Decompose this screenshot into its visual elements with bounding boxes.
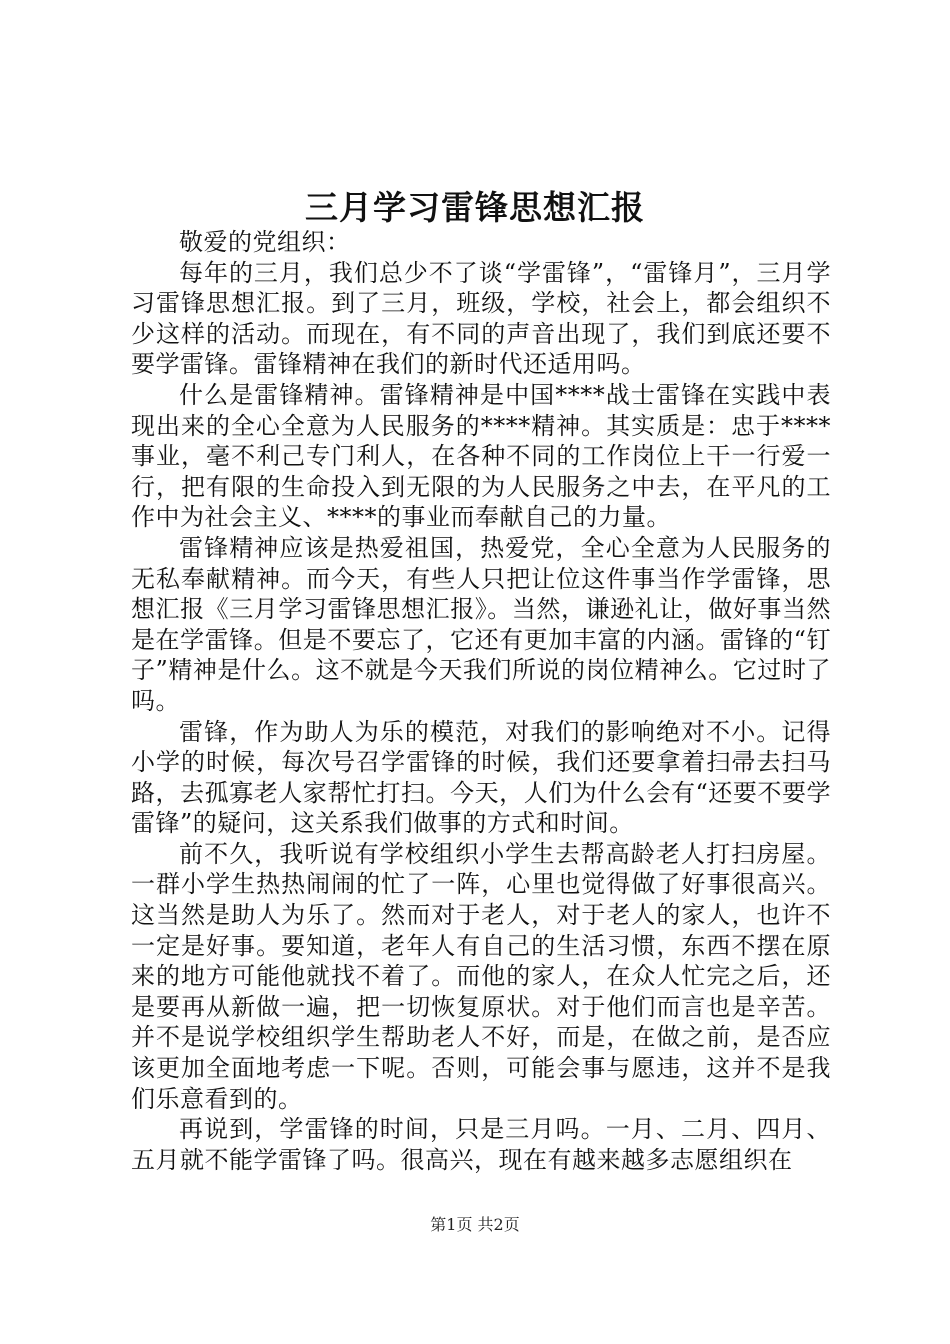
document-body <box>131 227 831 1175</box>
paragraph: 雷锋精神应该是热爱祖国，热爱党，全心全意为人民服务的无私奉献精神。而今天，有些人只把让位这件事当作学雷锋，思想汇报《三月学习雷锋思想汇报》。当然，谦逊礼让，做好事当然是在学雷锋。但是不要忘了，它还有更加丰富的内涵。雷锋的“钉子”精神是什么。这不就是今天我们所说的岗位精神么。它过时了吗。 <box>131 533 831 715</box>
paragraph: 前不久，我听说有学校组织小学生去帮高龄老人打扫房屋。一群小学生热热闹闹的忙了一阵，心里也觉得做了好事很高兴。这当然是助人为乐了。然而对于老人，对于老人的家人，也许不一定是好事。要知道，老年人有自己的生活习惯，东西不摆在原来的地方可能他就找不着了。而他的家人，在众人忙完之后，还是要再从新做一遍，把一切恢复原状。对于他们而言也是辛苦。并不是说学校组织学生帮助老人不好，而是，在做之前，是否应该更加全面地考虑一下呢。否则，可能会事与愿违，这并不是我们乐意看到的。 <box>131 839 831 1113</box>
document-title: 三月学习雷锋思想汇报 <box>305 188 645 227</box>
paragraph: 什么是雷锋精神。雷锋精神是中国****战士雷锋在实践中表现出来的全心全意为人民服务的****精神。其实质是：忠于****事业，毫不利己专门利人，在各种不同的工作岗位上干一行爱一行，把有限的生命投入到无限的为人民服务之中去，在平凡的工作中为社会主义、****的事业而奉献自己的力量。 <box>131 380 831 532</box>
paragraph: 每年的三月，我们总少不了谈“学雷锋”，“雷锋月”，三月学习雷锋思想汇报。到了三月，班级，学校，社会上，都会组织不少这样的活动。而现在，有不同的声音出现了，我们到底还要不要学雷锋。雷锋精神在我们的新时代还适用吗。 <box>131 258 831 379</box>
page-number-footer: 第1页 共2页 <box>430 1215 520 1234</box>
salutation: 敬爱的党组织： <box>179 228 351 256</box>
paragraph: 雷锋，作为助人为乐的模范，对我们的影响绝对不小。记得小学的时候，每次号召学雷锋的时候，我们还要拿着扫帚去扫马路，去孤寡老人家帮忙打扫。今天，人们为什么会有“还要不要学雷锋”的疑问，这关系我们做事的方式和时间。 <box>131 717 831 838</box>
paragraph: 再说到，学雷锋的时间，只是三月吗。一月、二月、四月、五月就不能学雷锋了吗。很高兴，现在有越来越多志愿组织在 <box>131 1115 831 1174</box>
